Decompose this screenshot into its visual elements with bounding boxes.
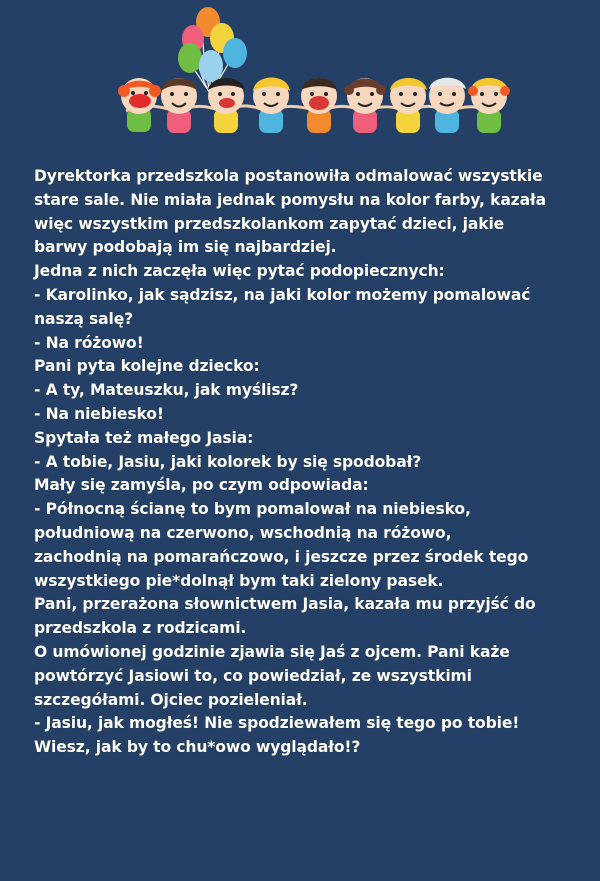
text-line: południową na czerwono, wschodnią na różowo, <box>34 523 452 542</box>
text-line: barwy podobają im się najbardziej. <box>34 238 337 257</box>
balloon-icon <box>178 43 202 73</box>
child-icon <box>468 78 510 133</box>
child-icon <box>301 78 337 133</box>
text-line: - Na niebiesko! <box>34 404 164 423</box>
text-line: Wiesz, jak by to chu*owo wyglądało!? <box>34 738 361 757</box>
text-line: - Północną ścianę to bym pomalował na niebiesko, <box>34 500 471 519</box>
text-line: naszą salę? <box>34 309 134 328</box>
text-line: Mały się zamyśla, po czym odpowiada: <box>34 476 369 495</box>
text-line: Dyrektorka przedszkola postanowiła odmalować wszystkie <box>34 167 543 185</box>
balloon-icon <box>199 50 223 82</box>
text-line: - A tobie, Jasiu, jaki kolorek by się spodobał? <box>34 452 422 471</box>
balloons-children-illustration <box>0 0 600 150</box>
text-line: O umówionej godzinie zjawia się Jaś z ojcem. Pani każe <box>34 642 510 661</box>
text-line: Spytała też małego Jasia: <box>34 428 254 447</box>
text-line: - Karolinko, jak sądzisz, na jaki kolor możemy pomalować <box>34 285 531 304</box>
text-line: szczegółami. Ojciec pozieleniał. <box>34 690 308 709</box>
text-line: - A ty, Mateuszku, jak myślisz? <box>34 381 299 400</box>
text-line: stare sale. Nie miała jednak pomysłu na kolor farby, kazała <box>34 190 546 209</box>
text-line: - Jasiu, jak mogłeś! Nie spodziewałem się tego po tobie! <box>34 714 520 733</box>
text-line: wszystkiego pie*dolnął bym taki zielony pasek. <box>34 571 444 590</box>
balloon-icon <box>223 38 247 68</box>
child-icon <box>208 78 245 133</box>
text-line: powtórzyć Jasiowi to, co powiedział, ze wszystkimi <box>34 666 472 685</box>
text-line: Jedna z nich zaczęła więc pytać podopiecznych: <box>34 262 445 281</box>
text-line: Pani, przerażona słownictwem Jasia, kazała mu przyjść do <box>34 595 536 614</box>
joke-text <box>34 165 582 760</box>
child-icon <box>344 78 386 133</box>
text-line: przedszkola z rodzicami. <box>34 619 247 638</box>
child-icon <box>253 78 290 134</box>
child-icon <box>429 78 466 133</box>
balloons-icon <box>178 7 247 82</box>
children-holding-hands-illustration <box>118 78 510 134</box>
text-line: - Na różowo! <box>34 333 144 352</box>
child-icon <box>161 78 198 133</box>
text-line: więc wszystkim przedszkolankom zapytać dzieci, jakie <box>34 214 505 233</box>
text-line: Pani pyta kolejne dziecko: <box>34 357 260 376</box>
text-line: zachodnią na pomarańczowo, i jeszcze przez środek tego <box>34 547 529 566</box>
child-icon <box>390 78 427 133</box>
child-icon <box>118 78 161 132</box>
